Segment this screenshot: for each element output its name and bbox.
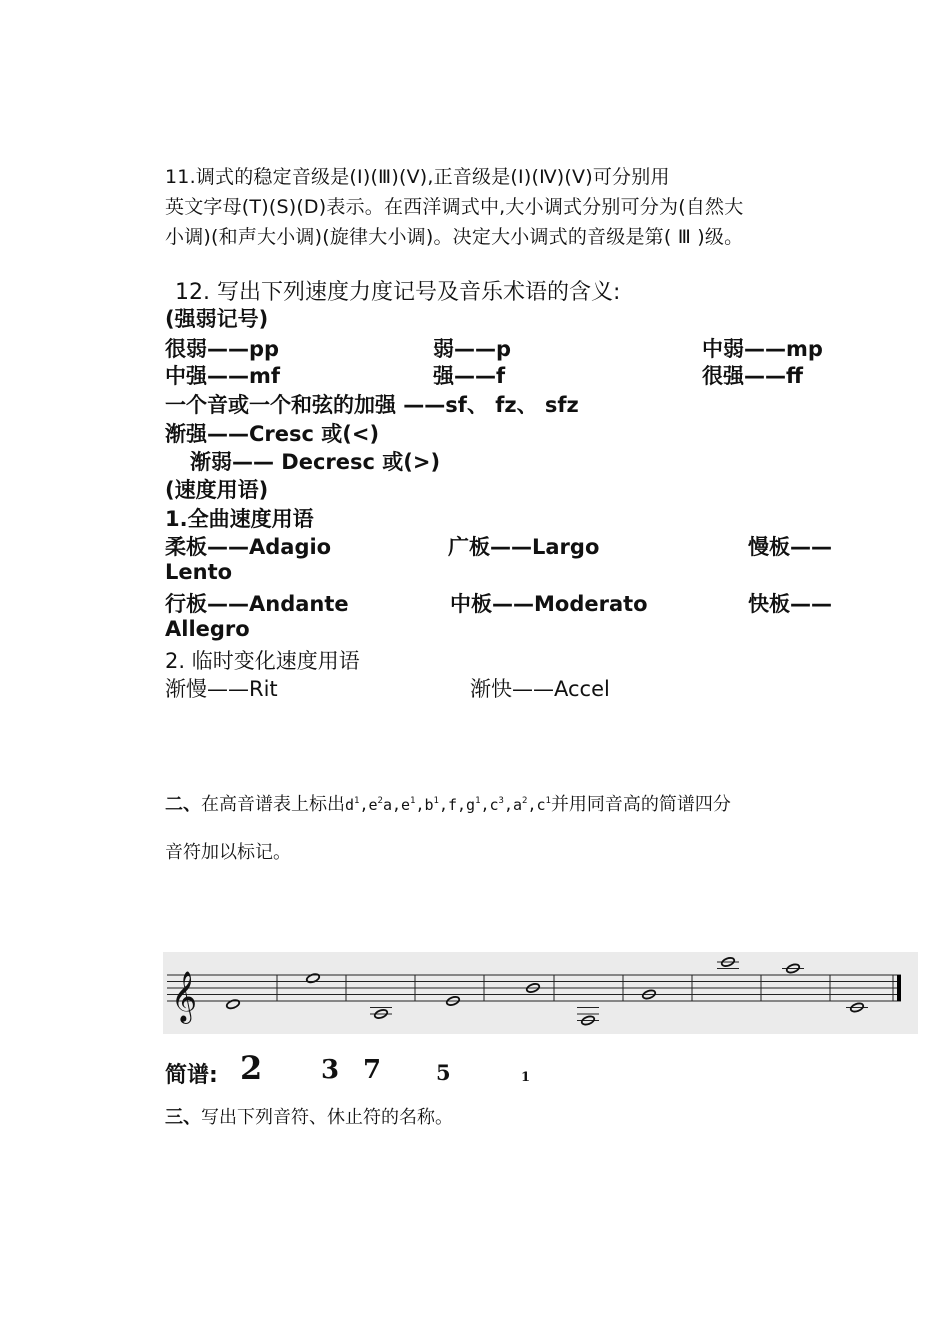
note-name-7: ,a: [503, 796, 523, 814]
staff-svg: [163, 952, 918, 1034]
final-barline-thick: [897, 975, 901, 1001]
note-octave-3: 1: [410, 796, 416, 806]
section-2-prefix: 二、: [165, 794, 201, 815]
dyn-pp: 很弱——pp: [165, 337, 280, 361]
dyn-mp: 中弱——mp: [702, 337, 823, 361]
note-octave-7: 2: [522, 796, 528, 806]
section-3-prefix: 三、: [165, 1107, 201, 1128]
dyn-ff: 很强——ff: [702, 364, 804, 388]
note-name-3: a,e: [382, 796, 411, 814]
music-staff: [163, 952, 918, 1034]
tempo-adagio: 柔板——Adagio: [165, 535, 332, 559]
tempo-allegro: Allegro: [165, 617, 250, 641]
tempo-heading: (速度用语): [165, 478, 269, 502]
tempo-allegro-label: 快板——: [748, 592, 832, 616]
tempo-andante: 行板——Andante: [165, 592, 349, 616]
jianpu-digit-2: 3: [321, 1055, 340, 1085]
jianpu-digit-4: 5: [436, 1060, 451, 1085]
dyn-mf: 中强——mf: [165, 364, 281, 388]
section-2-line1: [165, 790, 731, 816]
note-name-1: d: [345, 796, 355, 814]
note-name-8: ,c: [527, 796, 546, 814]
note-name-2: ,e: [359, 796, 378, 814]
para-11-line2: 英文字母(T)(S)(D)表示。在西洋调式中,大小调式分别可分为(自然大: [165, 196, 744, 218]
jianpu-digit-5: 1: [521, 1070, 531, 1085]
section-12-heading: 12. 写出下列速度力度记号及音乐术语的含义:: [175, 280, 621, 305]
dyn-f: 强——f: [433, 364, 506, 388]
tempo-moderato: 中板——Moderato: [450, 592, 648, 616]
note-name-6: ,c: [480, 796, 499, 814]
treble-clef-icon: 𝄞: [171, 971, 198, 1022]
cresc-line: 渐强——Cresc 或(<): [165, 422, 380, 446]
para-11-line3: 小调)(和声大小调)(旋律大小调)。决定大小调式的音级是第( Ⅲ )级。: [165, 226, 744, 248]
note-name-5: ,f,g: [438, 796, 476, 814]
note-octave-1: 1: [354, 796, 360, 806]
para-11-line1: 11.调式的稳定音级是(Ⅰ)(Ⅲ)(Ⅴ),正音级是(Ⅰ)(Ⅳ)(Ⅴ)可分别用: [165, 166, 670, 188]
section-2-note-list: [345, 796, 551, 814]
jianpu-digit-1: 2: [240, 1049, 263, 1087]
dynamics-heading: (强弱记号): [165, 307, 269, 331]
note-octave-5: 1: [475, 796, 481, 806]
section-2-line2: 音符加以标记。: [165, 842, 291, 863]
tempo-sub1: 1.全曲速度用语: [165, 507, 314, 531]
tempo-lento: Lento: [165, 560, 233, 584]
section-2-text-a: 在高音谱表上标出: [201, 794, 345, 815]
note-octave-2: 2: [377, 796, 383, 806]
tempo-largo: 广板——Largo: [448, 535, 600, 559]
section-3-line: [165, 1103, 453, 1129]
tempo-rit: 渐慢——Rit: [165, 677, 278, 701]
note-octave-8: 1: [545, 796, 551, 806]
decresc-line: 渐弱—— Decresc 或(>): [190, 450, 441, 474]
jianpu-label: 简谱:: [165, 1063, 218, 1088]
dyn-p: 弱——p: [433, 337, 512, 361]
tempo-accel: 渐快——Accel: [470, 677, 610, 701]
note-octave-4: 1: [433, 796, 439, 806]
section-2-text-b: 并用同音高的简谱四分: [550, 794, 731, 815]
whole-note-e2: [306, 973, 321, 984]
tempo-lento-label: 慢板——: [748, 535, 832, 559]
note-octave-6: 3: [498, 796, 504, 806]
jianpu-digit-3: 7: [363, 1055, 382, 1085]
whole-note-d1: [226, 999, 241, 1010]
accent-line: 一个音或一个和弦的加强 ——sf、 fz、 sfz: [165, 393, 579, 417]
tempo-sub2: 2. 临时变化速度用语: [165, 649, 360, 673]
section-3-text: 写出下列音符、休止符的名称。: [201, 1107, 453, 1128]
note-name-4: ,b: [415, 796, 434, 814]
